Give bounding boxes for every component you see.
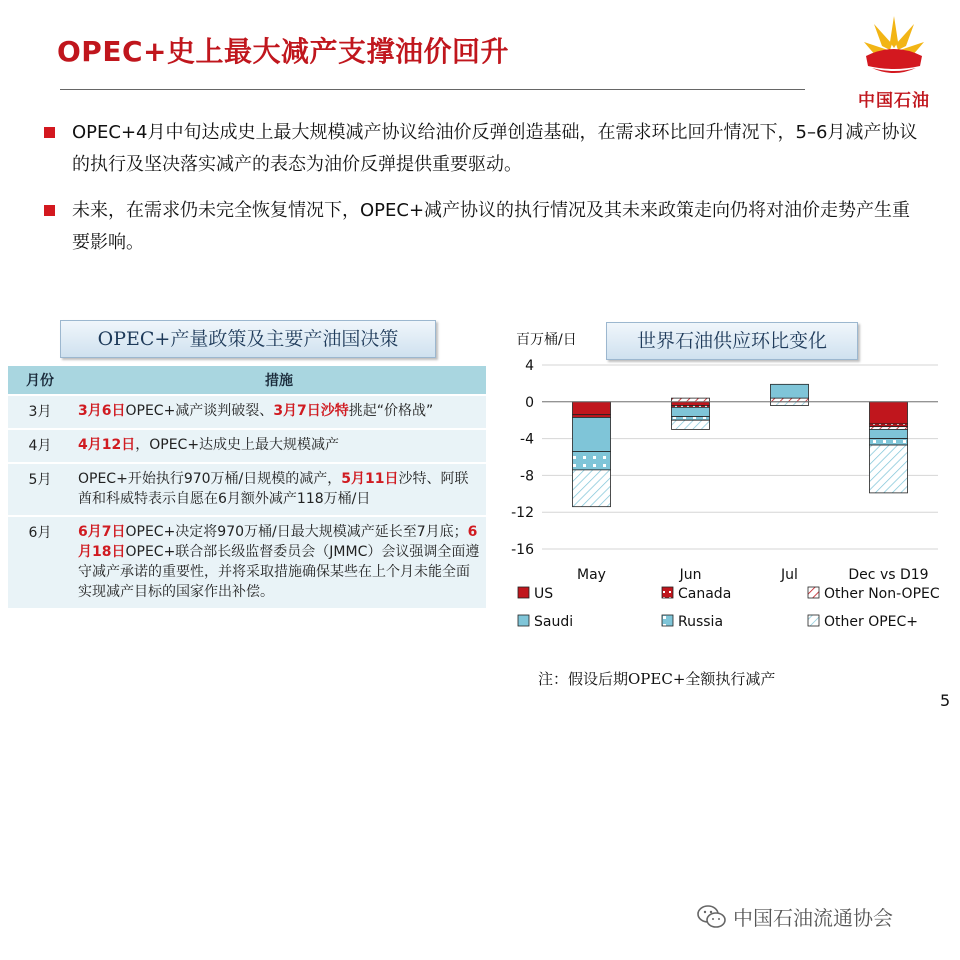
bullet-text: 未来，在需求仍未完全恢复情况下，OPEC+减产协议的执行情况及其未来政策走向仍将对油价走势产生重要影响。 <box>72 200 911 253</box>
y-tick-label: 0 <box>525 394 534 411</box>
row-measure <box>72 464 486 515</box>
measure-text: OPEC+开始执行970万桶/日规模的减产， <box>78 471 342 487</box>
highlight-date: 4月12日 <box>78 437 136 453</box>
bullet-text: OPEC+4月中旬达成史上最大规模减产协议给油价反弹创造基础，在需求环比回升情况下，5–6月减产协议的执行及坚决落实减产的表态为油价反弹提供重要驱动。 <box>72 122 918 175</box>
page-number: 5 <box>940 691 951 710</box>
y-tick-label: -4 <box>520 431 534 448</box>
table-row <box>8 517 486 608</box>
legend-swatch <box>518 587 529 598</box>
legend-label: Russia <box>678 614 724 630</box>
legend-swatch <box>808 587 819 598</box>
chart-note: 注：假设后期OPEC+全额执行减产 <box>538 670 776 688</box>
legend-swatch <box>662 615 673 626</box>
row-month: 6月 <box>8 517 72 608</box>
x-tick-label: Jun <box>679 567 702 583</box>
bar-segment-other-opec- <box>771 402 809 406</box>
legend-label: Other Non-OPEC <box>824 586 940 602</box>
bullet-square-icon <box>44 127 55 138</box>
petrochina-logo <box>848 12 940 112</box>
row-measure <box>72 517 486 608</box>
chart-y-unit: 百万桶/日 <box>516 332 577 348</box>
measure-text: 沙特、阿联酋和科威特表示自愿在6月额外减产118万桶/日 <box>78 471 469 507</box>
wechat-watermark <box>697 902 893 931</box>
measure-text: OPEC+减产谈判破裂、 <box>125 403 274 419</box>
bar-segment-canada <box>573 415 611 418</box>
legend-label: US <box>534 586 554 602</box>
bar-segment-other-opec- <box>573 470 611 507</box>
title-divider <box>60 89 805 90</box>
bar-segment-other-opec- <box>672 420 710 429</box>
bar-segment-russia <box>672 417 710 421</box>
wechat-icon <box>697 904 727 930</box>
page-title: OPEC+史上最大减产支撑油价回升 <box>57 35 509 68</box>
y-tick-label: -16 <box>511 542 534 558</box>
legend-label: Saudi <box>534 614 574 630</box>
chart-title: 世界石油供应环比变化 <box>606 322 858 360</box>
x-tick-label: Dec vs D19 <box>848 567 929 583</box>
bullet-list <box>40 117 920 273</box>
row-month: 4月 <box>8 430 72 462</box>
legend-swatch <box>662 587 673 598</box>
table-row <box>8 464 486 515</box>
x-tick-label: May <box>577 567 606 583</box>
bar-segment-saudi <box>672 407 710 416</box>
x-tick-label: Jul <box>781 567 798 583</box>
bar-segment-saudi <box>573 417 611 451</box>
table-header-measure: 措施 <box>72 366 486 394</box>
row-measure <box>72 396 486 428</box>
row-month: 3月 <box>8 396 72 428</box>
bar-segment-us <box>870 402 908 424</box>
y-tick-label: -8 <box>520 468 534 485</box>
measure-text: ，OPEC+达成史上最大规模减产 <box>135 437 340 453</box>
bar-segment-russia <box>870 439 908 445</box>
table-header-month: 月份 <box>8 366 72 394</box>
bar-segment-us <box>672 402 710 406</box>
bar-segment-other-non-opec <box>870 427 908 430</box>
logo-text: 中国石油 <box>858 91 930 111</box>
bar-segment-saudi <box>771 384 809 398</box>
bullet-item <box>40 117 920 181</box>
bar-segment-other-opec- <box>870 445 908 493</box>
bar-segment-canada <box>870 424 908 427</box>
row-month: 5月 <box>8 464 72 515</box>
bar-segment-us <box>573 402 611 415</box>
legend-swatch <box>518 615 529 626</box>
bar-segment-other-non-opec <box>771 398 809 402</box>
highlight-date: 5月11日 <box>341 471 399 487</box>
bar-segment-other-non-opec <box>672 398 710 402</box>
bar-segment-saudi <box>870 429 908 438</box>
legend-label: Other OPEC+ <box>824 614 919 630</box>
bullet-square-icon <box>44 205 55 216</box>
bar-segment-russia <box>573 451 611 469</box>
highlight-date: 6月18日 <box>78 524 478 560</box>
measure-text: OPEC+决定将970万桶/日最大规模减产延长至7月底； <box>125 524 468 540</box>
y-tick-label: 4 <box>525 358 534 374</box>
table-row <box>8 396 486 428</box>
highlight-date: 6月7日 <box>78 524 126 540</box>
y-tick-label: -12 <box>511 505 534 522</box>
policy-table-title: OPEC+产量政策及主要产油国决策 <box>60 320 436 358</box>
table-row <box>8 430 486 462</box>
watermark-text: 中国石油流通协会 <box>733 906 893 930</box>
policy-table <box>8 364 486 610</box>
measure-text: OPEC+联合部长级监督委员会（JMMC）会议强调全面遵守减产承诺的重要性，并将采取措施确保某些在上个月未能全面实现减产目标的国家作出补偿。 <box>78 544 480 600</box>
supply-change-chart <box>500 350 950 650</box>
row-measure <box>72 430 486 462</box>
bullet-item <box>40 195 920 259</box>
sun-petal-icon <box>862 12 926 78</box>
highlight-date: 3月6日 <box>78 403 126 419</box>
legend-label: Canada <box>678 586 732 602</box>
legend-swatch <box>808 615 819 626</box>
highlight-date: 3月7日沙特 <box>273 403 349 419</box>
measure-text: 挑起“价格战” <box>348 403 434 419</box>
